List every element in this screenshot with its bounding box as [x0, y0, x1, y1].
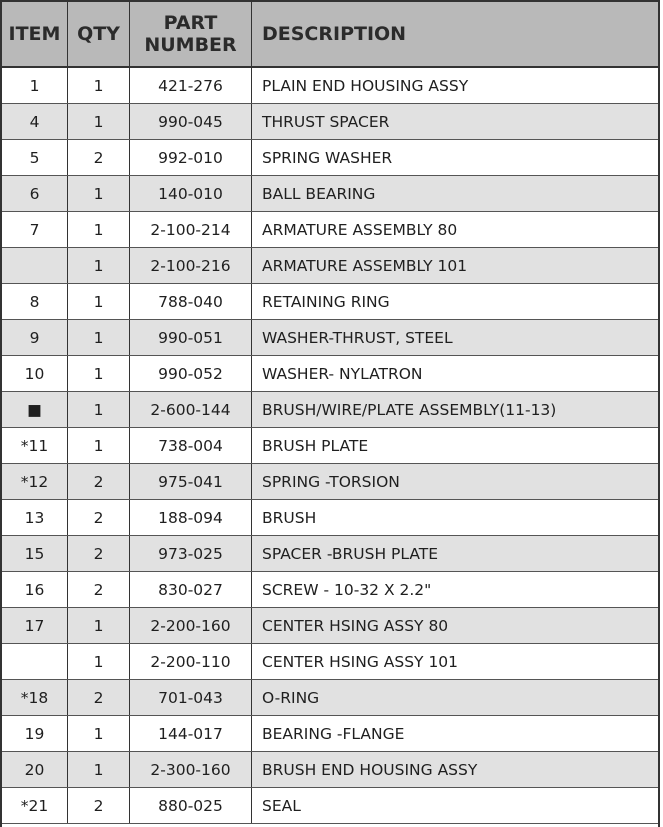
table-row	[2, 212, 658, 248]
cell-qty: 1	[68, 284, 130, 319]
cell-item: 10	[2, 356, 68, 391]
table-row	[2, 788, 658, 824]
cell-qty: 1	[68, 752, 130, 787]
cell-description: ARMATURE ASSEMBLY 101	[262, 256, 468, 275]
cell-item: 17	[2, 608, 68, 643]
cell-item: *21	[2, 788, 68, 823]
cell-description: WASHER-THRUST, STEEL	[262, 328, 453, 347]
cell-description: O-RING	[262, 688, 320, 707]
cell-part-number: 738-004	[130, 428, 252, 463]
cell-description: SCREW - 10-32 X 2.2"	[262, 580, 432, 599]
cell-item: 6	[2, 176, 68, 211]
cell-item: 8	[2, 284, 68, 319]
cell-part-number: 880-025	[130, 788, 252, 823]
cell-description: THRUST SPACER	[262, 112, 390, 131]
cell-item: 5	[2, 140, 68, 175]
table-row	[2, 428, 658, 464]
cell-qty: 1	[68, 608, 130, 643]
cell-qty: 1	[68, 356, 130, 391]
cell-description: ARMATURE ASSEMBLY 80	[262, 220, 458, 239]
cell-part-number: 990-045	[130, 104, 252, 139]
table-row	[2, 644, 658, 680]
cell-description: WASHER- NYLATRON	[262, 364, 423, 383]
table-row	[2, 752, 658, 788]
table-row	[2, 140, 658, 176]
cell-qty: 1	[68, 176, 130, 211]
cell-part-number: 2-100-216	[130, 248, 252, 283]
cell-part-number: 990-051	[130, 320, 252, 355]
cell-item: 20	[2, 752, 68, 787]
header-item: ITEM	[2, 2, 68, 66]
cell-part-number: 2-200-160	[130, 608, 252, 643]
cell-item: 16	[2, 572, 68, 607]
cell-part-number: 2-100-214	[130, 212, 252, 247]
table-row	[2, 680, 658, 716]
cell-qty: 1	[68, 104, 130, 139]
cell-qty: 2	[68, 788, 130, 823]
cell-part-number: 830-027	[130, 572, 252, 607]
cell-qty: 1	[68, 68, 130, 103]
cell-item: 13	[2, 500, 68, 535]
table-row	[2, 356, 658, 392]
cell-qty: 1	[68, 392, 130, 427]
cell-part-number: 992-010	[130, 140, 252, 175]
cell-description: CENTER HSING ASSY 80	[262, 616, 449, 635]
cell-description: CENTER HSING ASSY 101	[262, 652, 459, 671]
table-row	[2, 284, 658, 320]
cell-item: 1	[2, 68, 68, 103]
cell-part-number: 144-017	[130, 716, 252, 751]
cell-item: 15	[2, 536, 68, 571]
header-description: DESCRIPTION	[262, 23, 407, 45]
cell-item: *18	[2, 680, 68, 715]
cell-item: *11	[2, 428, 68, 463]
table-row	[2, 392, 658, 428]
cell-qty: 2	[68, 500, 130, 535]
cell-description: RETAINING RING	[262, 292, 390, 311]
cell-qty: 2	[68, 680, 130, 715]
cell-part-number: 421-276	[130, 68, 252, 103]
cell-qty: 1	[68, 212, 130, 247]
cell-part-number: 2-600-144	[130, 392, 252, 427]
cell-part-number: 2-200-110	[130, 644, 252, 679]
table-row	[2, 248, 658, 284]
cell-description: BRUSH	[262, 508, 317, 527]
cell-description: SPRING -TORSION	[262, 472, 400, 491]
table-body	[2, 68, 658, 824]
cell-part-number: 188-094	[130, 500, 252, 535]
cell-part-number: 2-300-160	[130, 752, 252, 787]
table-header	[2, 2, 658, 68]
cell-qty: 1	[68, 428, 130, 463]
cell-qty: 2	[68, 464, 130, 499]
table-row	[2, 68, 658, 104]
cell-item	[2, 644, 68, 679]
cell-description: SPRING WASHER	[262, 148, 393, 167]
table-row	[2, 716, 658, 752]
header-part-number-line1: PART	[163, 12, 218, 34]
cell-part-number: 788-040	[130, 284, 252, 319]
header-part-number-line2: NUMBER	[144, 34, 237, 56]
cell-part-number: 140-010	[130, 176, 252, 211]
cell-qty: 2	[68, 536, 130, 571]
header-part-number	[130, 2, 252, 66]
cell-part-number: 990-052	[130, 356, 252, 391]
table-row	[2, 500, 658, 536]
cell-item: 19	[2, 716, 68, 751]
cell-item: ■	[2, 392, 68, 427]
cell-description: BRUSH END HOUSING ASSY	[262, 760, 478, 779]
cell-item: 9	[2, 320, 68, 355]
header-qty: QTY	[68, 2, 130, 66]
table-row	[2, 176, 658, 212]
table-row	[2, 464, 658, 500]
cell-item	[2, 248, 68, 283]
cell-part-number: 975-041	[130, 464, 252, 499]
cell-part-number: 973-025	[130, 536, 252, 571]
table-row	[2, 608, 658, 644]
table-row	[2, 104, 658, 140]
cell-qty: 2	[68, 140, 130, 175]
cell-description: BRUSH/WIRE/PLATE ASSEMBLY(11-13)	[262, 400, 557, 419]
cell-description: SEAL	[262, 796, 301, 815]
cell-description: BRUSH PLATE	[262, 436, 369, 455]
cell-description: SPACER -BRUSH PLATE	[262, 544, 439, 563]
cell-qty: 2	[68, 572, 130, 607]
cell-item: 7	[2, 212, 68, 247]
table-row	[2, 536, 658, 572]
table-row	[2, 572, 658, 608]
cell-qty: 1	[68, 248, 130, 283]
cell-description: BEARING -FLANGE	[262, 724, 405, 743]
cell-qty: 1	[68, 320, 130, 355]
cell-qty: 1	[68, 644, 130, 679]
table-row	[2, 320, 658, 356]
cell-description: BALL BEARING	[262, 184, 376, 203]
cell-description: PLAIN END HOUSING ASSY	[262, 76, 469, 95]
cell-item: *12	[2, 464, 68, 499]
cell-item: 4	[2, 104, 68, 139]
cell-qty: 1	[68, 716, 130, 751]
cell-part-number: 701-043	[130, 680, 252, 715]
